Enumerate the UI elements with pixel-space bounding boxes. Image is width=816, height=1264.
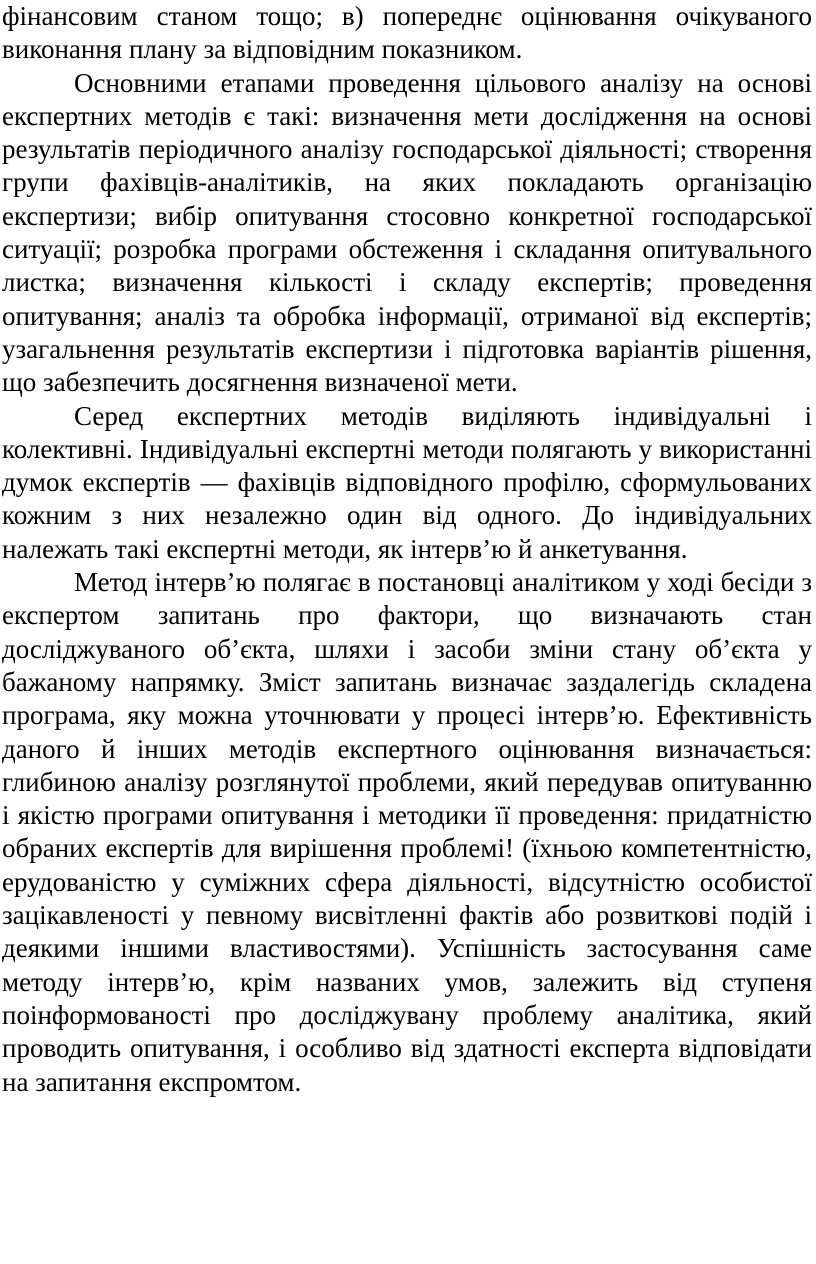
paragraph-analysis-stages: Основними етапами проведення цільового аналізу на основі експертних методів є такі: визначення мети дослідження на основі результатів періодичного аналізу господарської діяльності; створення групи фахівців-аналітиків, на яких покладають організацію експертизи; вибір опитування стосовно конкретної господарської ситуації; розробка програми обстеження і складання опитувального листка; визначення кількості і складу експертів; проведення опитування; аналіз та обробка інформації, отриманої від експертів; узагальнення результатів експертизи і підготовка варіантів рішення, що забезпечить досягнення визначеної мети. (2, 67, 812, 398)
paragraph-expert-methods: Серед експертних методів виділяють індивідуальні і колективні. Індивідуальні експертні методи полягають у використанні думок експертів — фахівців відповідного профілю, сформульованих кожним з них незалежно один від одного. До індивідуальних належать такі експертні методи, як інтерв’ю й анкетування. (2, 400, 812, 564)
paragraph-interview-method: Метод інтерв’ю полягає в постановці аналітиком у ході бесіди з експертом запитань про фактори, що визначають стан досліджуваного об’єкта, шляхи і засоби зміни стану об’єкта у бажаному напрямку. Зміст запитань визначає заздалегідь складена програма, яку можна уточнювати у процесі інтерв’ю. Ефективність даного й інших методів експертного оцінювання визначається: глибиною аналізу розглянутої проблеми, який передував опитуванню і якістю програми опитування і методики її проведення: придатністю обраних експертів для вирішення проблемі! (їхньою компетентністю, ерудованістю у суміжних сфера діяльності, відсутністю особистої зацікавленості у певному висвітленні фактів або розвиткові подій і деякими іншими властивостями). Успішність застосування саме методу інтерв’ю, крім названих умов, залежить від ступеня поінформованості про досліджувану проблему аналітика, який проводить опитування, і особливо від здатності експерта відповідати на запитання експромтом. (2, 567, 812, 1097)
paragraph-continuation: фінансовим станом тощо; в) попереднє оцінювання очікуваного виконання плану за відповідним показником. (2, 1, 812, 65)
